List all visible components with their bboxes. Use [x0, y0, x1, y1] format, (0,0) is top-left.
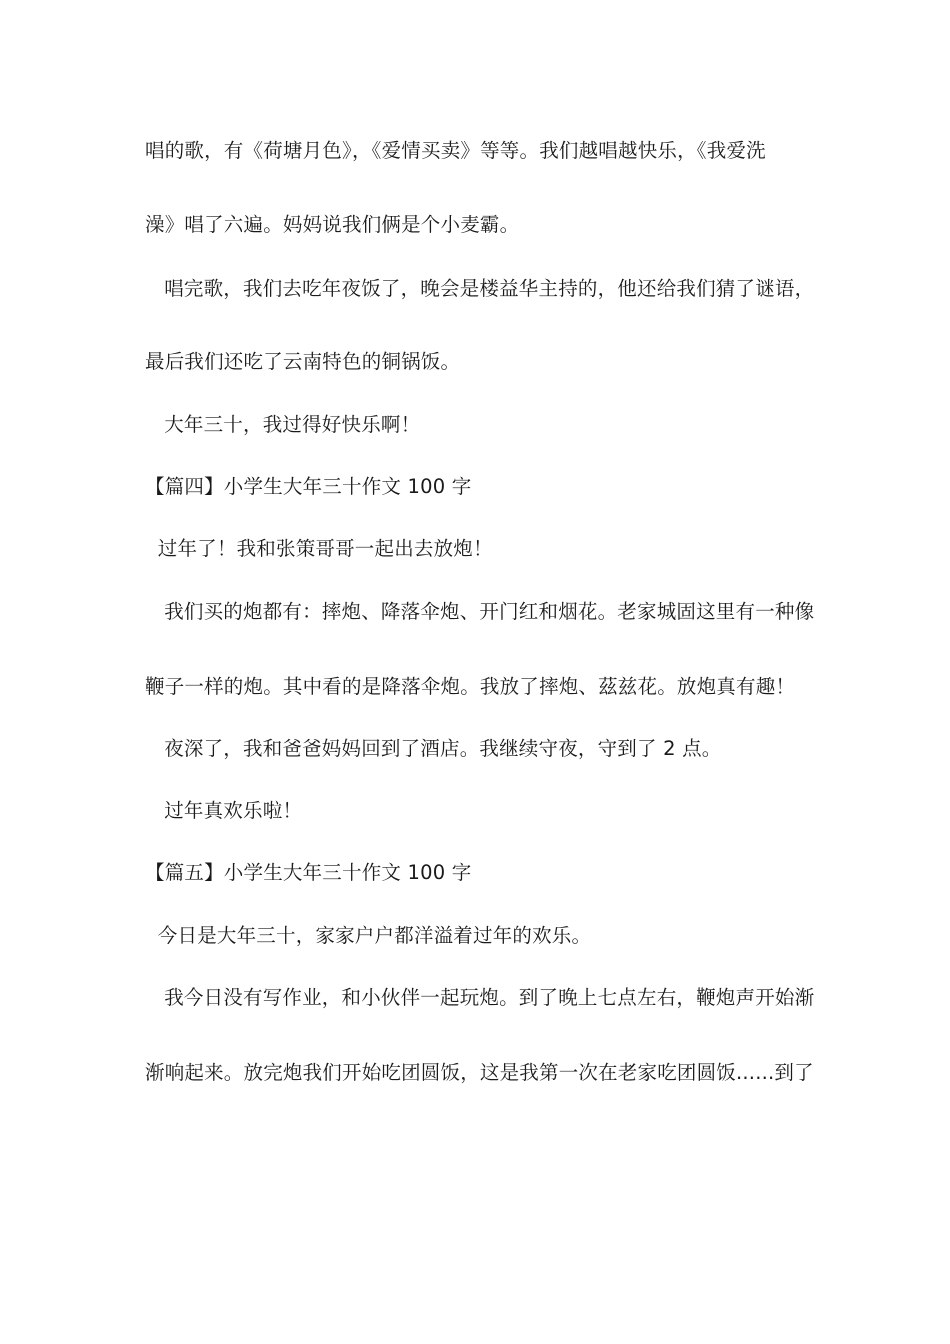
text-line: 鞭子一样的炮。其中看的是降落伞炮。我放了摔炮、茲兹花。放炮真有趣！ [145, 675, 796, 698]
text-line: 我今日没有写作业，和小伙伴一起玩炮。到了晚上七点左右，鞭炮声开始渐 [145, 986, 815, 1009]
text-line: 澡》唱了六遍。妈妈说我们俩是个小麦霸。 [145, 213, 520, 236]
section-heading: 【篇四】小学生大年三十作文 100 字 [145, 475, 472, 498]
text-line: 今日是大年三十，家家户户都洋溢着过年的欢乐。 [145, 924, 592, 947]
text-line: 唱完歌，我们去吃年夜饭了，晚会是楼益华主持的，他还给我们猜了谜语， [145, 277, 815, 300]
text-line: 过年真欢乐啦！ [145, 799, 303, 822]
text-line: 我们买的炮都有：摔炮、降落伞炮、开门红和烟花。老家城固这里有一种像 [145, 600, 815, 623]
text-line: 夜深了，我和爸爸妈妈回到了酒店。我继续守夜，守到了 2 点。 [145, 737, 722, 760]
section-heading: 【篇五】小学生大年三十作文 100 字 [145, 861, 472, 884]
text-line: 过年了！我和张策哥哥一起出去放炮！ [145, 537, 493, 560]
text-line: 最后我们还吃了云南特色的铜锅饭。 [145, 350, 461, 373]
text-line: 大年三十，我过得好快乐啊！ [145, 413, 421, 436]
text-line: 渐响起来。放完炮我们开始吃团圆饭，这是我第一次在老家吃团圆饭......到了 [145, 1061, 814, 1084]
text-line: 唱的歌，有《荷塘月色》，《爱情买卖》等等。我们越唱越快乐，《我爱洗 [145, 139, 766, 162]
